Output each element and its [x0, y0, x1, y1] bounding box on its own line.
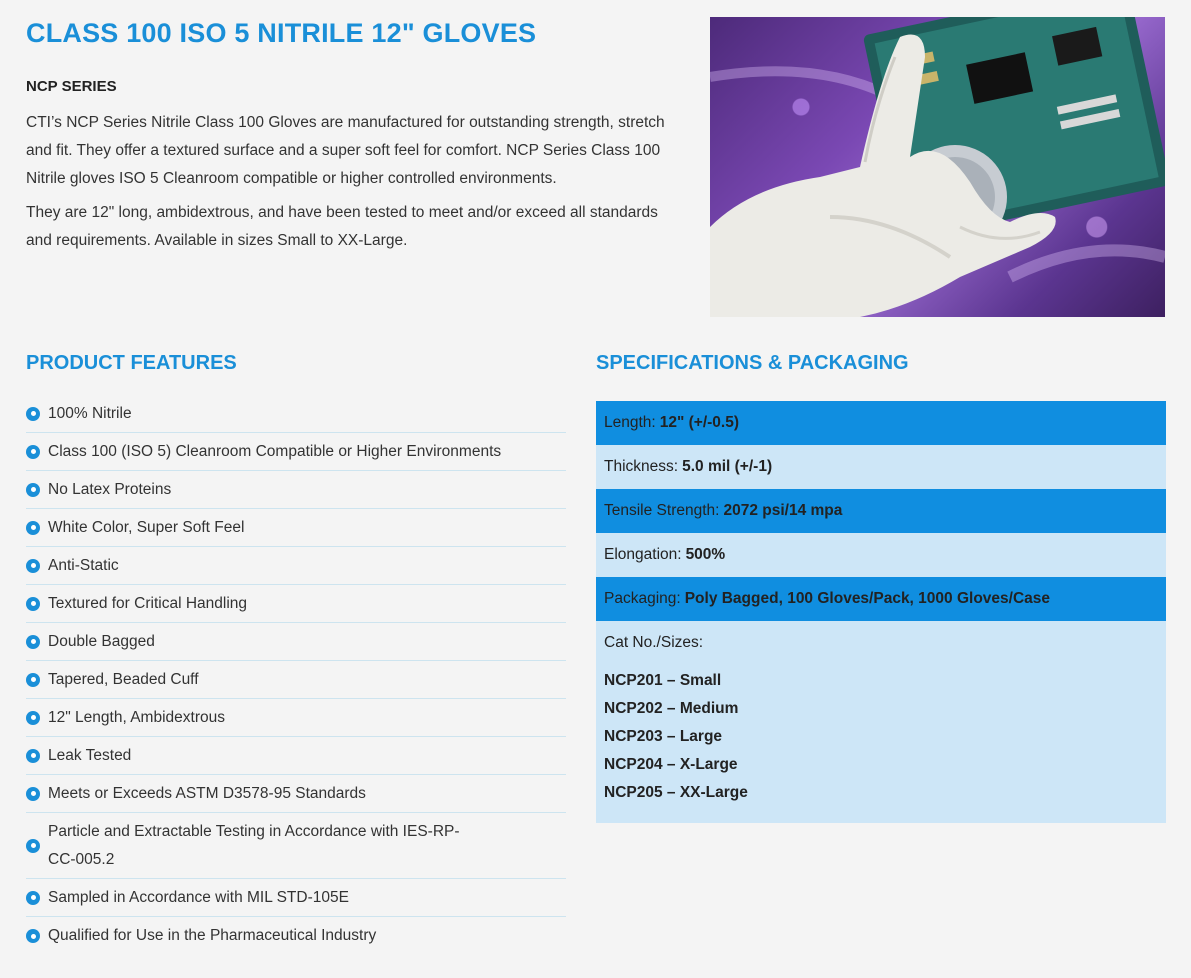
- bullet-icon: [26, 839, 40, 853]
- specs-heading: SPECIFICATIONS & PACKAGING: [596, 352, 909, 374]
- spec-row-thickness: [596, 445, 1166, 489]
- intro-paragraph: They are 12" long, ambidextrous, and have been tested to meet and/or exceed all standards and requirements. Available in sizes Small to XX-Large.: [26, 204, 658, 249]
- bullet-icon: [26, 787, 40, 801]
- spec-value: 2072 psi/14 mpa: [723, 502, 843, 519]
- feature-text: Leak Tested: [48, 746, 132, 764]
- bullet-icon: [26, 559, 40, 573]
- bullet-icon: [26, 445, 40, 459]
- list-item: [26, 395, 566, 433]
- intro-text: [26, 109, 676, 261]
- intro-paragraph: CTI’s NCP Series Nitrile Class 100 Gloves are manufactured for outstanding strength, stretch and fit. They offer a textured surface and a super soft feel for comfort. NCP Series Class 100 Nitrile gloves ISO 5 Cleanroom compatible or higher controlled environments.: [26, 114, 665, 187]
- list-item: [26, 585, 566, 623]
- spec-value: 12" (+/-0.5): [659, 414, 740, 431]
- spec-label: Tensile Strength:: [604, 502, 720, 519]
- catalog-item: NCP203 – Large: [604, 728, 723, 745]
- bullet-icon: [26, 407, 40, 421]
- features-list: [26, 395, 566, 955]
- list-item: [26, 547, 566, 585]
- feature-text: 12" Length, Ambidextrous: [48, 708, 225, 726]
- spec-row-length: [596, 401, 1166, 445]
- feature-text: Sampled in Accordance with MIL STD-105E: [48, 888, 349, 906]
- list-item: [26, 623, 566, 661]
- feature-text: No Latex Proteins: [48, 480, 172, 498]
- list-item: [26, 509, 566, 547]
- spec-value: 500%: [685, 546, 726, 563]
- spec-label: Elongation:: [604, 546, 682, 563]
- list-item: [26, 775, 566, 813]
- feature-text: Tapered, Beaded Cuff: [48, 670, 199, 688]
- bullet-icon: [26, 891, 40, 905]
- spec-value: Poly Bagged, 100 Gloves/Pack, 1000 Gloves/Case: [684, 590, 1051, 607]
- series-label: NCP SERIES: [26, 78, 117, 95]
- bullet-icon: [26, 635, 40, 649]
- list-item: [26, 471, 566, 509]
- catalog-sizes: [596, 621, 1166, 823]
- spec-label: Thickness:: [604, 458, 679, 475]
- spec-row-packaging: [596, 577, 1166, 621]
- spec-label: Length:: [604, 414, 656, 431]
- bullet-icon: [26, 929, 40, 943]
- spec-row-elongation: [596, 533, 1166, 577]
- catalog-item: NCP205 – XX-Large: [604, 784, 748, 801]
- product-photo: [710, 17, 1165, 317]
- specs-table: [596, 401, 1166, 823]
- list-item: [26, 699, 566, 737]
- spec-label: Packaging:: [604, 590, 681, 607]
- bullet-icon: [26, 711, 40, 725]
- bullet-icon: [26, 597, 40, 611]
- feature-text: Anti-Static: [48, 556, 119, 574]
- catalog-item: NCP201 – Small: [604, 672, 722, 689]
- bullet-icon: [26, 483, 40, 497]
- gloved-hand-holding-hard-drive-image: [710, 17, 1165, 317]
- bullet-icon: [26, 521, 40, 535]
- catalog-label: Cat No./Sizes:: [604, 634, 704, 651]
- catalog-item: NCP204 – X-Large: [604, 756, 738, 773]
- spec-row-tensile-strength: [596, 489, 1166, 533]
- list-item: [26, 433, 566, 471]
- list-item: [26, 737, 566, 775]
- feature-text: 100% Nitrile: [48, 404, 132, 422]
- list-item: [26, 879, 566, 917]
- catalog-item: NCP202 – Medium: [604, 700, 739, 717]
- list-item: [26, 917, 566, 955]
- feature-text: Particle and Extractable Testing in Accordance with IES-RP-CC-005.2: [48, 822, 460, 868]
- features-heading: PRODUCT FEATURES: [26, 352, 237, 374]
- bullet-icon: [26, 673, 40, 687]
- list-item: [26, 813, 566, 879]
- feature-text: Textured for Critical Handling: [48, 594, 248, 612]
- feature-text: Meets or Exceeds ASTM D3578-95 Standards: [48, 784, 366, 802]
- page-title: CLASS 100 ISO 5 NITRILE 12" GLOVES: [26, 18, 537, 48]
- spec-value: 5.0 mil (+/-1): [682, 458, 773, 475]
- feature-text: Qualified for Use in the Pharmaceutical Industry: [48, 927, 377, 944]
- feature-text: Double Bagged: [48, 632, 155, 650]
- feature-text: White Color, Super Soft Feel: [48, 518, 245, 536]
- list-item: [26, 661, 566, 699]
- bullet-icon: [26, 749, 40, 763]
- feature-text: Class 100 (ISO 5) Cleanroom Compatible or Higher Environments: [48, 442, 502, 460]
